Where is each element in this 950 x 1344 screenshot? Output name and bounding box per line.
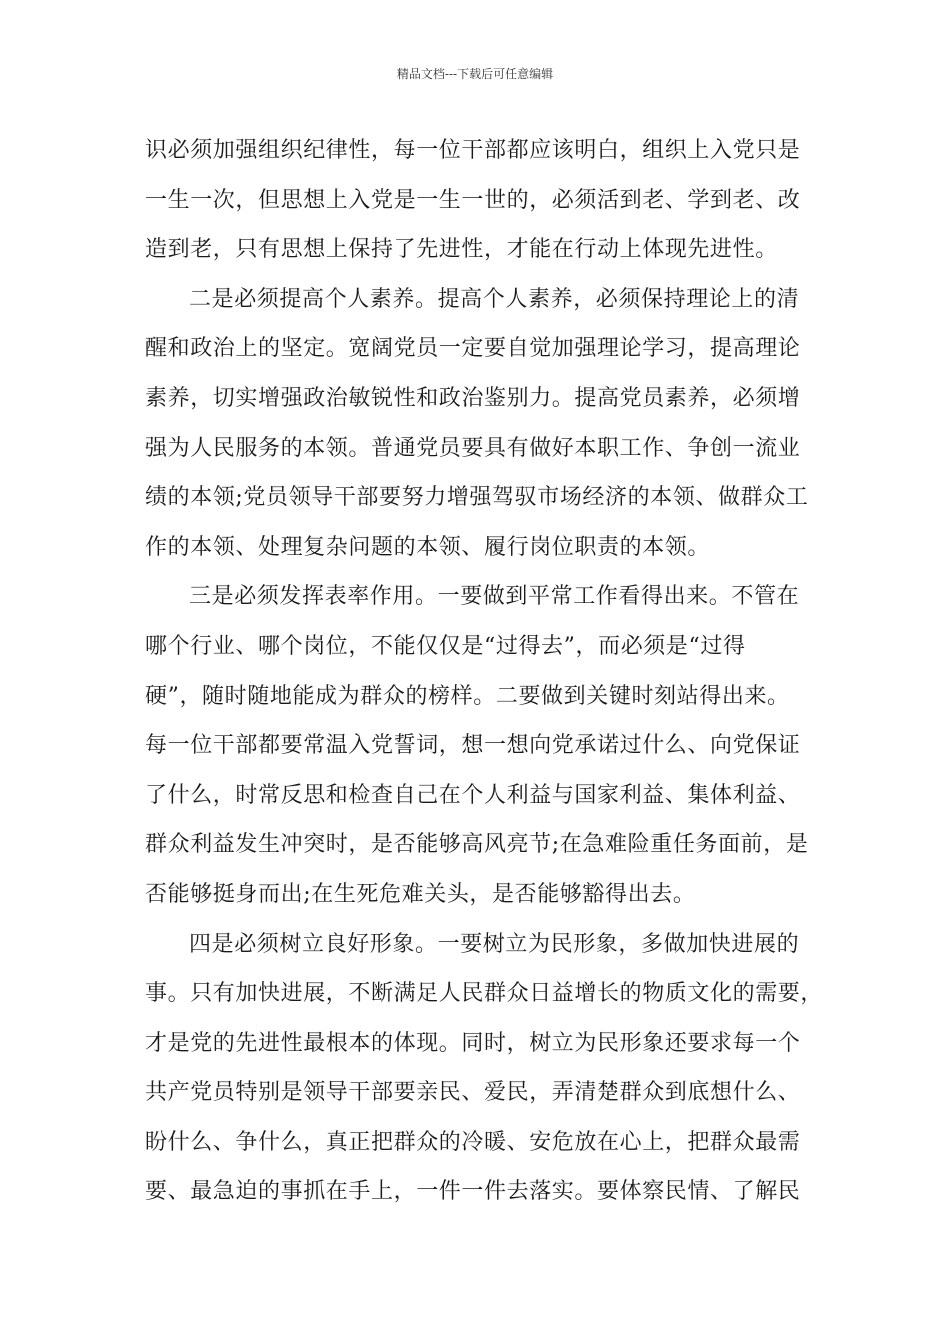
document-body xyxy=(145,131,824,1222)
text-line: 醒和政治上的坚定。宽阔党员一定要自觉加强理论学习，提高理论 xyxy=(145,336,801,362)
text-line: 一生一次，但思想上入党是一生一世的，必须活到老、学到老、改 xyxy=(145,187,801,213)
paragraph-first-line: 三是必须发挥表率作用。一要做到平常工作看得出来。不管在 xyxy=(189,584,800,610)
text-line: 事。只有加快进展，不断满足人民群众日益增长的物质文化的需要， xyxy=(145,981,824,1007)
paragraph-first-line: 四是必须树立良好形象。一要树立为民形象，多做加快进展的 xyxy=(189,931,800,957)
text-line: 作的本领、处理复杂问题的本领、履行岗位职责的本领。 xyxy=(145,534,711,560)
text-line: 素养，切实增强政治敏锐性和政治鉴别力。提高党员素养，必须增 xyxy=(145,385,801,411)
text-line: 硬”，随时随地能成为群众的榜样。二要做到关键时刻站得出来。 xyxy=(145,683,790,709)
text-line: 识必须加强组织纪律性，每一位干部都应该明白，组织上入党只是 xyxy=(145,138,801,163)
text-line: 否能够挺身而出;在生死危难关头，是否能够豁得出去。 xyxy=(145,881,696,907)
text-line: 造到老，只有思想上保持了先进性，才能在行动上体现先进性。 xyxy=(145,237,778,263)
text-line: 了什么，时常反思和检查自己在个人利益与国家利益、集体利益、 xyxy=(145,782,801,808)
text-line: 盼什么、争什么，真正把群众的冷暖、安危放在心上，把群众最需 xyxy=(145,1129,801,1155)
text-line: 要、最急迫的事抓在手上，一件一件去落实。要体察民情、了解民 xyxy=(145,1179,801,1205)
text-line: 强为人民服务的本领。普通党员要具有做好本职工作、争创一流业 xyxy=(145,435,801,461)
text-line: 绩的本领;党员领导干部要努力增强驾驭市场经济的本领、做群众工 xyxy=(145,485,809,511)
text-line: 哪个行业、哪个岗位，不能仅仅是“过得去”，而必须是“过得 xyxy=(145,633,746,659)
text-line: 共产党员特别是领导干部要亲民、爱民，弄清楚群众到底想什么、 xyxy=(145,1080,801,1106)
text-line: 每一位干部都要常温入党誓词，想一想向党承诺过什么、向党保证 xyxy=(145,733,801,759)
text-line: 才是党的先进性最根本的体现。同时，树立为民形象还要求每一个 xyxy=(145,1030,801,1056)
paragraph-first-line: 二是必须提高个人素养。提高个人素养，必须保持理论上的清 xyxy=(189,286,800,312)
text-line: 群众利益发生冲突时，是否能够高风亮节;在急难险重任务面前，是 xyxy=(145,832,809,858)
page-header: 精品文档---下载后可任意编辑 xyxy=(396,67,554,81)
